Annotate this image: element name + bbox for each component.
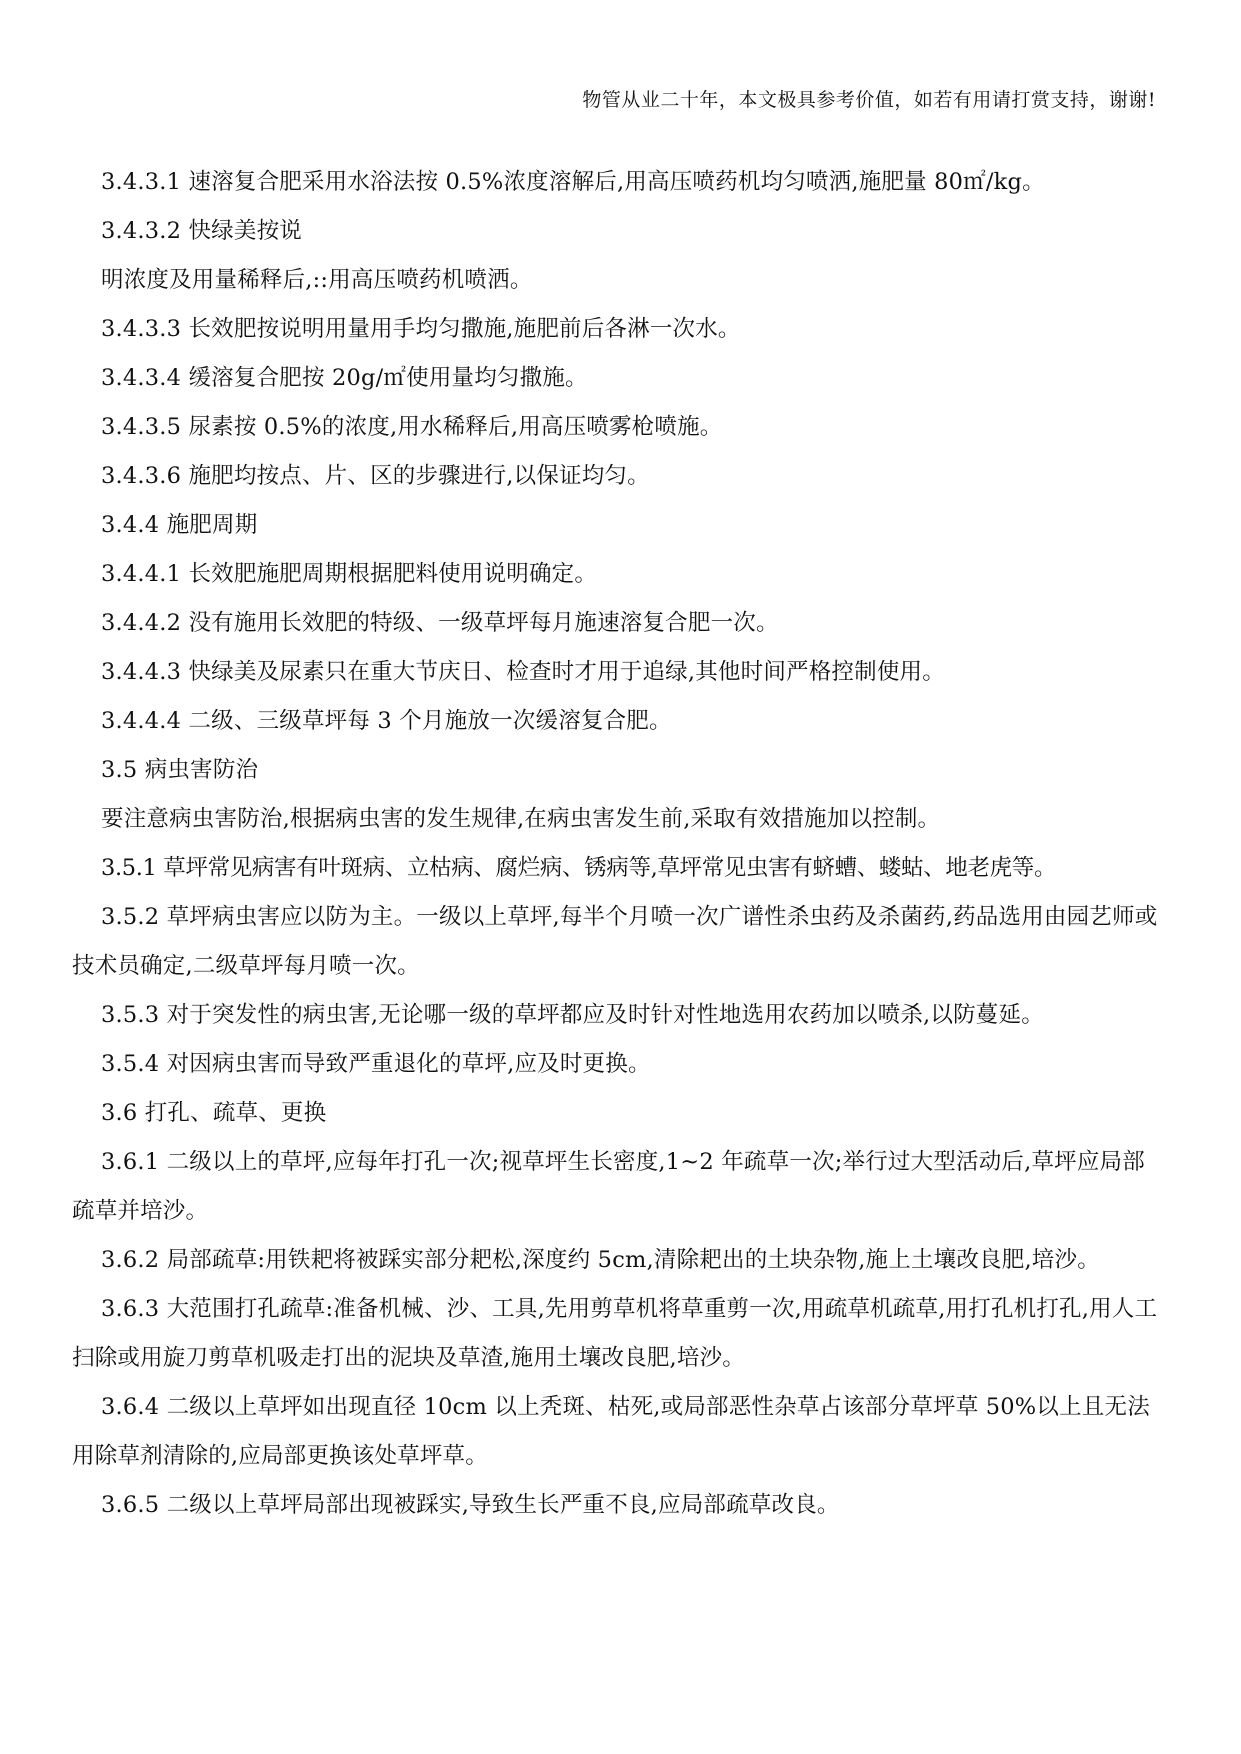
- paragraph-3-4-3-6: 3.4.3.6 施肥均按点、片、区的步骤进行,以保证均匀。: [101, 463, 650, 489]
- paragraph-3-4-4-3: 3.4.4.3 快绿美及尿素只在重大节庆日、检查时才用于追绿,其他时间严格控制使用。: [101, 659, 945, 685]
- paragraph-3-6-2: 3.6.2 局部疏草:用铁耙将被踩实部分耙松,深度约 5cm,清除耙出的土块杂物,施上土壤改良肥,培沙。: [101, 1247, 1100, 1273]
- paragraph-3-6-5: 3.6.5 二级以上草坪局部出现被踩实,导致生长严重不良,应局部疏草改良。: [101, 1492, 840, 1518]
- document-body: [72, 158, 1167, 1530]
- paragraph-3-4-3-1: 3.4.3.1 速溶复合肥采用水浴法按 0.5%浓度溶解后,用高压喷药机均匀喷洒,施肥量 80㎡/kg。: [101, 169, 1045, 195]
- paragraph-3-4-3-3: 3.4.3.3 长效肥按说明用量用手均匀撒施,施肥前后各淋一次水。: [101, 316, 741, 342]
- paragraph-3-4-3-5: 3.4.3.5 尿素按 0.5%的浓度,用水稀释后,用高压喷雾枪喷施。: [101, 414, 723, 440]
- paragraph-3-5-3: 3.5.3 对于突发性的病虫害,无论哪一级的草坪都应及时针对性地选用农药加以喷杀,以防蔓延。: [101, 1002, 1044, 1028]
- paragraph-3-5-intro: 要注意病虫害防治,根据病虫害的发生规律,在病虫害发生前,采取有效措施加以控制。: [101, 806, 941, 832]
- header-note: 物管从业二十年，本文极具参考价值，如若有用请打赏支持，谢谢!: [582, 89, 1156, 111]
- paragraph-3-6-1: 3.6.1 二级以上的草坪,应每年打孔一次;视草坪生长密度,1~2 年疏草一次;举行过大型活动后,草坪应局部疏草并培沙。: [72, 1149, 1145, 1224]
- paragraph-3-4-3-2-continued: 明浓度及用量稀释后,::用高压喷药机喷洒。: [101, 267, 533, 293]
- paragraph-3-5-1: 3.5.1 草坪常见病害有叶斑病、立枯病、腐烂病、锈病等,草坪常见虫害有蛴螬、蝼蛄、地老虎等。: [101, 855, 1057, 881]
- paragraph-3-6-3: 3.6.3 大范围打孔疏草:准备机械、沙、工具,先用剪草机将草重剪一次,用疏草机疏草,用打孔机打孔,用人工扫除或用旋刀剪草机吸走打出的泥块及草渣,施用土壤改良肥,培沙。: [72, 1296, 1158, 1371]
- paragraph-3-4-4-1: 3.4.4.1 长效肥施肥周期根据肥料使用说明确定。: [101, 561, 598, 587]
- section-3-6-heading: 3.6 打孔、疏草、更换: [101, 1100, 327, 1126]
- paragraph-3-4-4-4: 3.4.4.4 二级、三级草坪每 3 个月施放一次缓溶复合肥。: [101, 708, 672, 734]
- paragraph-3-6-4: 3.6.4 二级以上草坪如出现直径 10cm 以上秃斑、枯死,或局部恶性杂草占该部分草坪草 50%以上且无法用除草剂清除的,应局部更换该处草坪草。: [72, 1394, 1150, 1469]
- paragraph-3-5-2: 3.5.2 草坪病虫害应以防为主。一级以上草坪,每半个月喷一次广谱性杀虫药及杀菌药,药品选用由园艺师或技术员确定,二级草坪每月喷一次。: [72, 904, 1158, 979]
- section-3-4-4-heading: 3.4.4 施肥周期: [101, 512, 258, 538]
- paragraph-3-4-4-2: 3.4.4.2 没有施用长效肥的特级、一级草坪每月施速溶复合肥一次。: [101, 610, 779, 636]
- paragraph-3-5-4: 3.5.4 对因病虫害而导致严重退化的草坪,应及时更换。: [101, 1051, 651, 1077]
- paragraph-3-4-3-4: 3.4.3.4 缓溶复合肥按 20g/㎡使用量均匀撒施。: [101, 365, 588, 391]
- section-3-5-heading: 3.5 病虫害防治: [101, 757, 259, 783]
- paragraph-3-4-3-2: 3.4.3.2 快绿美按说: [101, 218, 302, 244]
